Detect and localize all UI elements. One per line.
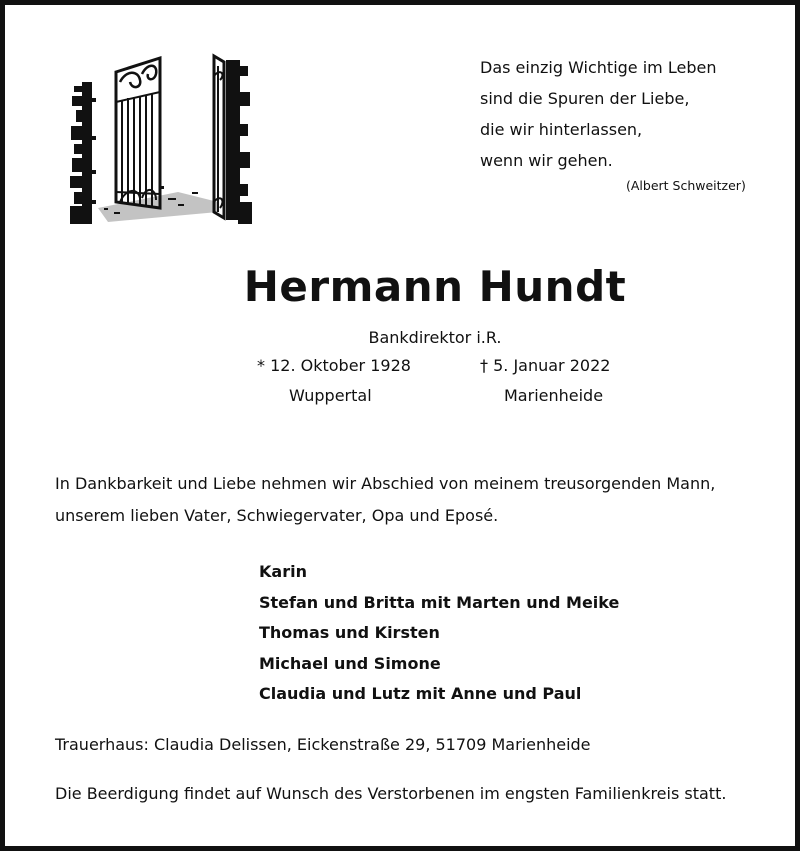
funeral-note: Die Beerdigung findet auf Wunsch des Verstorbenen im engsten Familienkreis statt. (55, 784, 727, 803)
message-line: In Dankbarkeit und Liebe nehmen wir Abschied von meinem treusorgenden Mann, (55, 474, 716, 493)
family-member: Thomas und Kirsten (259, 623, 440, 642)
quote-line: die wir hinterlassen, (480, 120, 643, 139)
family-member: Michael und Simone (259, 653, 441, 673)
death-place: Marienheide (504, 386, 604, 405)
quote-line: Das einzig Wichtige im Leben (480, 58, 717, 77)
message-line: unserem lieben Vater, Schwiegervater, Opa und Eposé. (55, 506, 499, 525)
family-member: Stefan und Britta mit Marten und Meike (259, 592, 620, 612)
family-member: Karin (259, 562, 307, 581)
family-member: Claudia und Lutz mit Anne und Paul (259, 684, 582, 703)
farewell-message (55, 468, 715, 532)
birth-date: * 12. Oktober 1928 (257, 356, 411, 375)
family-list (259, 557, 619, 710)
quote-author: (Albert Schweitzer) (626, 178, 746, 193)
death-date: † 5. Januar 2022 (480, 356, 611, 375)
birth-place: Wuppertal (289, 386, 372, 405)
open-gate-icon (68, 52, 254, 226)
quote-line: sind die Spuren der Liebe, (480, 89, 690, 108)
deceased-name: Hermann Hundt (243, 262, 627, 311)
mourning-house: Trauerhaus: Claudia Delissen, Eickenstraße 29, 51709 Marienheide (55, 735, 591, 754)
quote (480, 52, 716, 176)
deceased-title: Bankdirektor i.R. (368, 328, 502, 347)
quote-line: wenn wir gehen. (480, 151, 613, 170)
